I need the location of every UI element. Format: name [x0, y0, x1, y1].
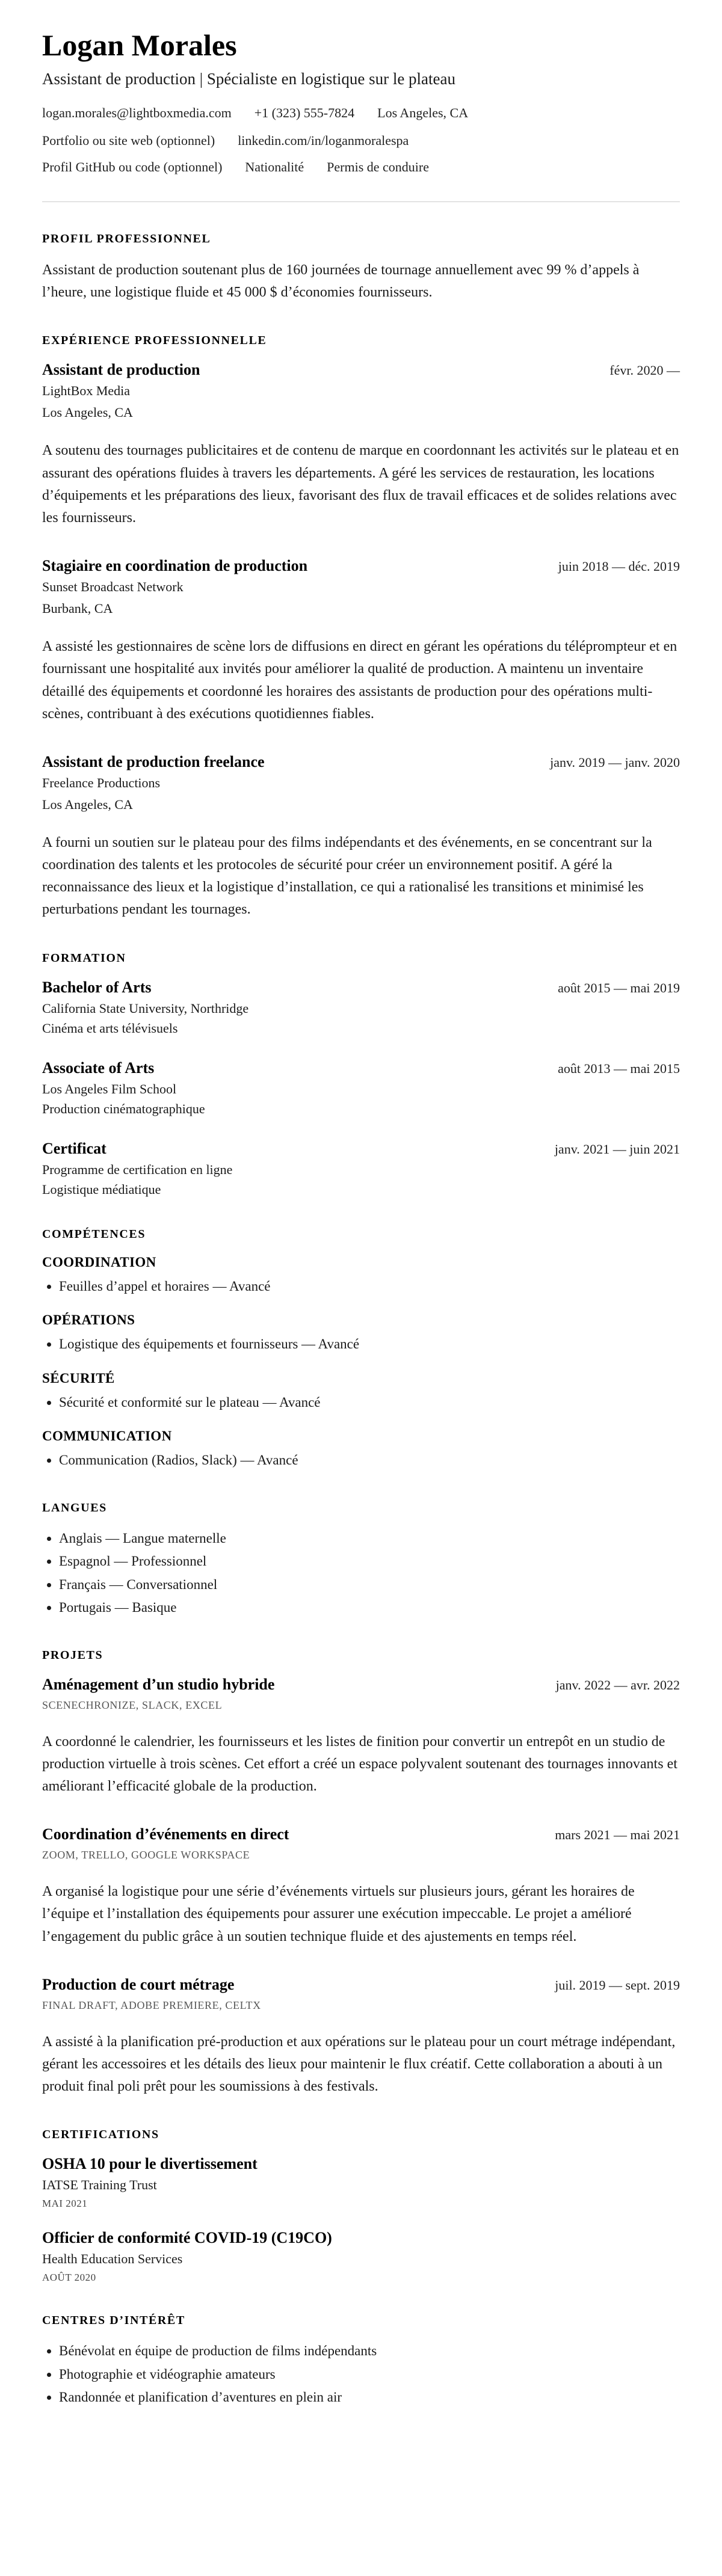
job-title: Assistant de production freelance: [42, 752, 265, 770]
certification-item: [42, 2229, 680, 2284]
experience-item: [42, 753, 680, 921]
education-title-row: [42, 979, 680, 997]
interests-heading: CENTRES D’INTÉRÊT: [42, 2314, 185, 2328]
job-company: LightBox Media: [42, 383, 131, 399]
skill-item: • Sécurité et conformité sur le plateau — Avancé: [59, 1392, 680, 1413]
interest-item: • Photographie et vidéographie amateurs: [59, 2364, 680, 2385]
degree-dates: août 2013 — mai 2015: [558, 1060, 680, 1076]
education-title-row: [42, 1140, 680, 1158]
skill-item: • Logistique des équipements et fournisseurs — Avancé: [59, 1334, 680, 1355]
contact-driving-license: Permis de conduire: [327, 159, 430, 174]
person-headline: Assistant de production | Spécialiste en logistique sur le plateau: [42, 70, 456, 88]
profile-text: Assistant de production soutenant plus de 160 journées de tournage annuellement avec 99 % d’appels à l’heure, une logistique fluide et 45 000 $ d’économies fournisseurs.: [42, 262, 640, 301]
skill-category-name: OPÉRATIONS: [42, 1312, 135, 1328]
interest-list: [42, 2341, 680, 2408]
contact-row-2: [42, 133, 680, 149]
degree-school: California State University, Northridge: [42, 1000, 249, 1016]
contact-nationality: Nationalité: [245, 159, 304, 174]
degree-field: Logistique médiatique: [42, 1181, 161, 1197]
skill-category-name: COORDINATION: [42, 1254, 156, 1270]
degree-field: Production cinématographique: [42, 1101, 205, 1116]
degree-title: Associate of Arts: [42, 1059, 155, 1077]
degree-dates: août 2015 — mai 2019: [558, 980, 680, 995]
language-item: • Français — Conversationnel: [59, 1575, 680, 1596]
section-certifications: [42, 2128, 680, 2284]
certification-title: OSHA 10 pour le divertissement: [42, 2155, 258, 2173]
experience-title-row: [42, 557, 680, 575]
header-divider: [42, 201, 680, 202]
project-title-row: [42, 1676, 680, 1694]
section-projects: [42, 1649, 680, 2098]
project-dates: juil. 2019 — sept. 2019: [555, 1977, 680, 1993]
certification-title: Officier de conformité COVID-19 (C19CO): [42, 2229, 332, 2247]
section-experience: [42, 334, 680, 921]
degree-field: Cinéma et arts télévisuels: [42, 1020, 178, 1036]
degree-title: Certificat: [42, 1139, 106, 1157]
person-name: Logan Morales: [42, 28, 237, 62]
job-location: Burbank, CA: [42, 601, 113, 616]
contact-website: Portfolio ou site web (optionnel): [42, 133, 215, 148]
degree-dates: janv. 2021 — juin 2021: [554, 1141, 680, 1157]
job-title: Stagiaire en coordination de production: [42, 557, 308, 575]
skill-category: [42, 1312, 680, 1355]
skill-list: [42, 1450, 680, 1471]
experience-title-row: [42, 753, 680, 771]
projects-heading: PROJETS: [42, 1648, 103, 1662]
certification-issuer: Health Education Services: [42, 2251, 183, 2267]
interest-item: • Randonnée et planification d’aventures en plein air: [59, 2387, 680, 2408]
education-heading: FORMATION: [42, 951, 126, 965]
experience-title-row: [42, 361, 680, 379]
certification-date: MAI 2021: [42, 2198, 88, 2210]
contact-row-3: [42, 159, 680, 175]
job-dates: févr. 2020 —: [609, 363, 680, 378]
job-company: Freelance Productions: [42, 775, 161, 790]
section-languages: [42, 1501, 680, 1618]
skill-list: [42, 1392, 680, 1413]
language-item: • Portugais — Basique: [59, 1597, 680, 1618]
project-title: Production de court métrage: [42, 1975, 235, 1993]
education-item: [42, 1140, 680, 1197]
project-item: [42, 1676, 680, 1798]
job-location: Los Angeles, CA: [42, 405, 133, 420]
project-dates: mars 2021 — mai 2021: [555, 1827, 680, 1843]
skill-item: • Feuilles d’appel et horaires — Avancé: [59, 1276, 680, 1297]
skill-category-name: SÉCURITÉ: [42, 1370, 115, 1386]
degree-title: Bachelor of Arts: [42, 978, 152, 996]
contact-github: Profil GitHub ou code (optionnel): [42, 159, 223, 174]
resume-header: [42, 28, 680, 175]
project-title: Aménagement d’un studio hybride: [42, 1675, 275, 1693]
profile-heading: PROFIL PROFESSIONNEL: [42, 232, 211, 245]
skill-list: [42, 1334, 680, 1355]
project-item: [42, 1825, 680, 1948]
job-location: Los Angeles, CA: [42, 796, 133, 812]
contact-email: logan.morales@lightboxmedia.com: [42, 105, 232, 120]
languages-heading: LANGUES: [42, 1501, 107, 1514]
section-skills: [42, 1228, 680, 1471]
project-title: Coordination d’événements en direct: [42, 1825, 289, 1843]
project-tools: FINAL DRAFT, ADOBE PREMIERE, CELTX: [42, 1999, 261, 2011]
certification-date: AOÛT 2020: [42, 2272, 96, 2284]
skill-list: [42, 1276, 680, 1297]
job-company: Sunset Broadcast Network: [42, 579, 184, 595]
skill-category-name: COMMUNICATION: [42, 1428, 172, 1444]
job-title: Assistant de production: [42, 361, 200, 379]
interest-item: • Bénévolat en équipe de production de films indépendants: [59, 2341, 680, 2362]
contact-row-1: [42, 105, 680, 121]
project-description: A coordonné le calendrier, les fournisseurs et les listes de finition pour convertir un entrepôt en un studio de production virtuelle à trois scènes. Cet effort a créé un espace polyvalent soutenant des tournages innovants et améliorant l’efficacité globale de la production.: [42, 1733, 677, 1794]
project-description: A assisté à la planification pré-production et aux opérations sur le plateau pour un court métrage indépendant, gérant les accessoires et les détails des lieux pour maintenir le flux créatif. Cette collaboration a abouti à un produit final poli prêt pour les soumissions à des festivals.: [42, 2033, 676, 2095]
project-description: A organisé la logistique pour une série d’événements virtuels sur plusieurs jours, gérant les horaires de l’équipe et l’installation des équipements pour assurer une exécution impeccable. Le projet a amélioré l’engagement du public grâce à un soutien technique fluide et des ajustements en temps réel.: [42, 1884, 635, 1944]
job-description: A soutenu des tournages publicitaires et de contenu de marque en coordonnant les activités sur le plateau et en assurant des opérations fluides à travers les départements. A géré les services de restauration, les locations d’équipements et les préparations des lieux, favorisant des flux de travail efficaces et de solides relations avec les fournisseurs.: [42, 443, 679, 526]
project-dates: janv. 2022 — avr. 2022: [555, 1677, 680, 1692]
contact-phone: +1 (323) 555-7824: [254, 105, 355, 120]
section-interests: [42, 2314, 680, 2408]
project-title-row: [42, 1976, 680, 1994]
skill-category: [42, 1255, 680, 1297]
education-item: [42, 979, 680, 1036]
section-education: [42, 951, 680, 1197]
project-tools: ZOOM, TRELLO, GOOGLE WORKSPACE: [42, 1849, 250, 1861]
experience-item: [42, 557, 680, 725]
education-title-row: [42, 1059, 680, 1077]
contact-linkedin: linkedin.com/in/loganmoralespa: [238, 133, 409, 148]
project-tools: SCENECHRONIZE, SLACK, EXCEL: [42, 1698, 223, 1711]
section-profile: [42, 232, 680, 304]
experience-heading: EXPÉRIENCE PROFESSIONNELLE: [42, 334, 267, 348]
language-item: • Espagnol — Professionnel: [59, 1551, 680, 1572]
experience-item: [42, 361, 680, 529]
certification-issuer: IATSE Training Trust: [42, 2177, 157, 2193]
job-description: A fourni un soutien sur le plateau pour des films indépendants et des événements, en se concentrant sur la coordination des talents et les protocoles de sécurité pour créer un environnement positif. A géré la reconnaissance des lieux et la logistique d’installation, ce qui a rationalisé les transitions et minimisé les perturbations pendant les tournages.: [42, 834, 652, 918]
skill-category: [42, 1428, 680, 1471]
certification-item: [42, 2155, 680, 2210]
language-list: [42, 1528, 680, 1618]
project-title-row: [42, 1825, 680, 1843]
certifications-heading: CERTIFICATIONS: [42, 2128, 159, 2142]
language-item: • Anglais — Langue maternelle: [59, 1528, 680, 1549]
job-dates: janv. 2019 — janv. 2020: [550, 754, 680, 770]
project-item: [42, 1976, 680, 2098]
skill-category: [42, 1371, 680, 1413]
degree-school: Los Angeles Film School: [42, 1081, 177, 1096]
job-dates: juin 2018 — déc. 2019: [558, 559, 680, 574]
contact-location: Los Angeles, CA: [377, 105, 469, 120]
degree-school: Programme de certification en ligne: [42, 1161, 233, 1177]
education-item: [42, 1059, 680, 1117]
skills-heading: COMPÉTENCES: [42, 1227, 146, 1241]
skill-item: • Communication (Radios, Slack) — Avancé: [59, 1450, 680, 1471]
job-description: A assisté les gestionnaires de scène lors de diffusions en direct en gérant les opérations du téléprompteur et en fournissant une hospitalité aux invités pour améliorer la qualité de production. A maintenu un inventaire détaillé des équipements et coordonné les horaires des assistants de production pour des opérations multi-scènes, contribuant à des exécutions quotidiennes fiables.: [42, 639, 677, 722]
